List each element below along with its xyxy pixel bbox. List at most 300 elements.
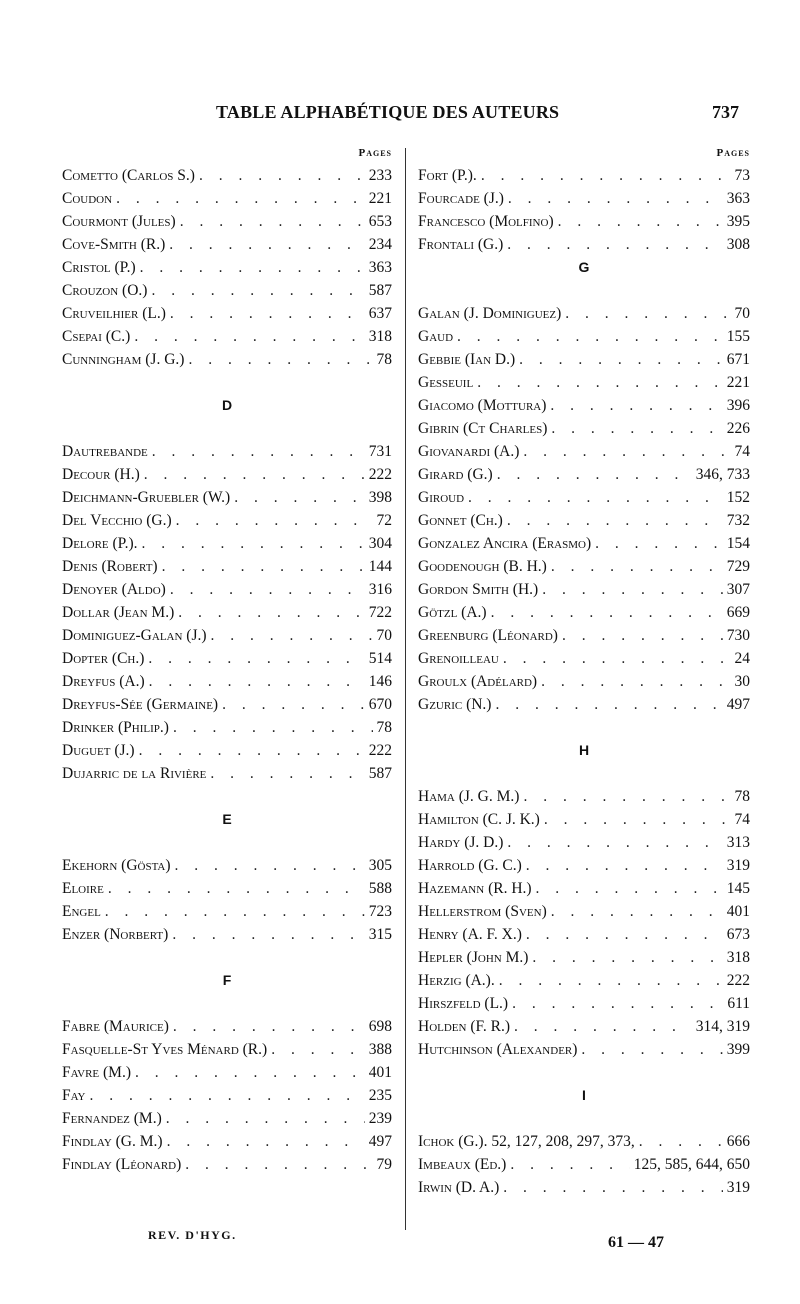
index-entry — [62, 1061, 392, 1084]
section-letter-heading: E — [222, 811, 232, 827]
dot-leader — [551, 417, 722, 440]
dot-leader — [558, 210, 723, 233]
dot-leader — [508, 187, 723, 210]
author-name: Del Vecchio (G.) — [62, 512, 172, 529]
page-reference: 319 — [726, 1179, 750, 1196]
dot-leader — [550, 394, 722, 417]
page-reference: 78 — [376, 719, 392, 736]
page-reference: 314, 319 — [695, 1018, 750, 1035]
index-entry — [418, 900, 750, 923]
dot-leader — [536, 877, 723, 900]
dot-leader — [526, 923, 723, 946]
index-entry — [418, 348, 750, 371]
page-reference: 673 — [726, 926, 750, 943]
dot-leader — [108, 877, 365, 900]
dot-leader — [639, 1130, 723, 1153]
page-reference: 125, 585, 644, 650 — [633, 1156, 750, 1173]
page-reference: 30 — [734, 673, 750, 690]
page-reference: 399 — [726, 1041, 750, 1058]
page-reference: 318 — [726, 949, 750, 966]
dot-leader — [503, 647, 731, 670]
dot-leader — [166, 1107, 365, 1130]
page-reference: 70 — [734, 305, 750, 322]
author-name: Fabre (Maurice) — [62, 1018, 169, 1035]
page-reference: 401 — [726, 903, 750, 920]
page-reference: 363 — [368, 259, 392, 276]
spacer — [62, 992, 392, 1015]
author-name: Gibrin (Ct Charles) — [418, 420, 548, 437]
dot-leader — [544, 808, 731, 831]
index-entry — [418, 164, 750, 187]
page-reference: 398 — [368, 489, 392, 506]
author-name: Götzl (A.) — [418, 604, 487, 621]
spacer — [62, 417, 392, 440]
dot-leader — [507, 233, 722, 256]
page-reference: 145 — [726, 880, 750, 897]
author-name: Courmont (Jules) — [62, 213, 176, 230]
spacer — [62, 371, 392, 394]
dot-leader — [169, 233, 365, 256]
index-entry — [62, 1130, 392, 1153]
page-reference: 78 — [376, 351, 392, 368]
spacer — [62, 831, 392, 854]
author-name: Dominiguez-Galan (J.) — [62, 627, 207, 644]
dot-leader — [512, 992, 723, 1015]
author-name: Ekehorn (Gösta) — [62, 857, 171, 874]
author-name: Holden (F. R.) — [418, 1018, 511, 1035]
dot-leader — [144, 463, 365, 486]
dot-leader — [210, 762, 364, 785]
page-reference: 154 — [726, 535, 750, 552]
author-name: Grenoilleau — [418, 650, 499, 667]
index-entry — [418, 946, 750, 969]
dot-leader — [90, 1084, 365, 1107]
index-entry — [62, 463, 392, 486]
index-entry — [62, 601, 392, 624]
index-entry — [418, 1015, 750, 1038]
author-name: Giacomo (Mottura) — [418, 397, 547, 414]
dot-leader — [140, 256, 365, 279]
index-entry — [418, 555, 750, 578]
author-name: Hama (J. G. M.) — [418, 788, 520, 805]
index-entry — [418, 624, 750, 647]
author-name: Coudon — [62, 190, 113, 207]
dot-leader — [176, 509, 373, 532]
index-entry — [418, 486, 750, 509]
index-entry — [62, 923, 392, 946]
index-entry — [418, 463, 750, 486]
dot-leader — [565, 302, 730, 325]
author-name: Ichok (G.). 52, 127, 208, 297, 373, — [418, 1133, 635, 1150]
index-entry — [418, 325, 750, 348]
dot-leader — [172, 923, 364, 946]
dot-leader — [541, 670, 730, 693]
author-name: Enzer (Norbert) — [62, 926, 169, 943]
author-name: Fourcade (J.) — [418, 190, 504, 207]
index-entry — [418, 693, 750, 716]
author-name: Cristol (P.) — [62, 259, 136, 276]
author-name: Dollar (Jean M.) — [62, 604, 175, 621]
author-name: Dreyfus (A.) — [62, 673, 145, 690]
page-reference: 239 — [368, 1110, 392, 1127]
author-name: Csepai (C.) — [62, 328, 131, 345]
page-reference: 308 — [726, 236, 750, 253]
dot-leader — [173, 716, 373, 739]
page-reference: 315 — [368, 926, 392, 943]
author-name: Harrold (G. C.) — [418, 857, 522, 874]
page-number: 737 — [712, 102, 739, 122]
index-entry — [62, 279, 392, 302]
page-title: TABLE ALPHABÉTIQUE DES AUTEURS — [216, 102, 560, 122]
page-reference: 74 — [734, 443, 750, 460]
dot-leader — [178, 601, 365, 624]
page-reference: 729 — [726, 558, 750, 575]
index-entry — [62, 578, 392, 601]
dot-leader — [139, 739, 365, 762]
index-entry — [62, 716, 392, 739]
page-reference: 79 — [376, 1156, 392, 1173]
page-reference: 730 — [726, 627, 750, 644]
author-name: Denoyer (Aldo) — [62, 581, 166, 598]
index-entry — [62, 233, 392, 256]
index-entry — [418, 1130, 750, 1153]
author-name: Delore (P.). — [62, 535, 138, 552]
pages-column-header: Pages — [716, 147, 750, 159]
author-name: Dreyfus-Sée (Germaine) — [62, 696, 219, 713]
dot-leader — [532, 946, 722, 969]
author-name: Duguet (J.) — [62, 742, 135, 759]
index-entry — [62, 1084, 392, 1107]
dot-leader — [497, 463, 692, 486]
author-name: Gzuric (N.) — [418, 696, 492, 713]
author-name: Gaud — [418, 328, 454, 345]
author-name: Drinker (Philip.) — [62, 719, 169, 736]
author-name: Fernandez (M.) — [62, 1110, 162, 1127]
dot-leader — [170, 578, 365, 601]
page-reference: 588 — [368, 880, 392, 897]
page-reference: 722 — [368, 604, 392, 621]
dot-leader — [468, 486, 723, 509]
index-entry — [62, 739, 392, 762]
dot-leader — [503, 1176, 723, 1199]
author-name: Hirszfeld (L.) — [418, 995, 509, 1012]
page-reference: 732 — [726, 512, 750, 529]
page-reference: 587 — [368, 282, 392, 299]
author-name: Galan (J. Dominiguez) — [418, 305, 562, 322]
author-name: Gordon Smith (H.) — [418, 581, 539, 598]
dot-leader — [173, 1015, 365, 1038]
index-entry — [62, 325, 392, 348]
index-entry — [418, 1176, 750, 1199]
index-entry — [62, 440, 392, 463]
author-name: Henry (A. F. X.) — [418, 926, 522, 943]
index-entry — [62, 164, 392, 187]
author-name: Gebbie (Ian D.) — [418, 351, 516, 368]
dot-leader — [523, 440, 730, 463]
index-entry — [62, 1107, 392, 1130]
author-name: Eloire — [62, 880, 104, 897]
page-reference: 304 — [368, 535, 392, 552]
page-reference: 144 — [368, 558, 392, 575]
index-entry — [418, 831, 750, 854]
section-letter-heading: G — [578, 259, 590, 275]
index-entry — [62, 693, 392, 716]
author-name: Giroud — [418, 489, 465, 506]
index-entry — [62, 532, 392, 555]
dot-leader — [135, 1061, 365, 1084]
page-reference: 346, 733 — [695, 466, 750, 483]
author-name: Engel — [62, 903, 101, 920]
dot-leader — [481, 164, 731, 187]
dot-leader — [581, 1038, 722, 1061]
index-entry — [418, 440, 750, 463]
author-name: Frontali (G.) — [418, 236, 504, 253]
page-reference: 388 — [368, 1041, 392, 1058]
page-reference: 401 — [368, 1064, 392, 1081]
index-entry — [62, 854, 392, 877]
dot-leader — [185, 1153, 372, 1176]
dot-leader — [152, 440, 365, 463]
dot-leader — [149, 670, 365, 693]
dot-leader — [595, 532, 723, 555]
author-name: Dautrebande — [62, 443, 148, 460]
index-entry — [418, 992, 750, 1015]
right-column — [418, 143, 750, 1199]
dot-leader — [148, 647, 364, 670]
dot-leader — [491, 601, 723, 624]
author-name: Denis (Robert) — [62, 558, 158, 575]
index-entry — [62, 1015, 392, 1038]
dot-leader — [222, 693, 365, 716]
author-name: Goodenough (B. H.) — [418, 558, 547, 575]
author-name: Favre (M.) — [62, 1064, 132, 1081]
index-entry — [418, 233, 750, 256]
author-name: Fort (P.). — [418, 167, 477, 184]
dot-leader — [234, 486, 365, 509]
index-entry — [62, 762, 392, 785]
dot-leader — [211, 624, 373, 647]
spacer — [418, 1107, 750, 1130]
page-reference: 222 — [368, 466, 392, 483]
dot-leader — [141, 532, 364, 555]
page-reference: 152 — [726, 489, 750, 506]
index-entry — [62, 486, 392, 509]
page-reference: 497 — [368, 1133, 392, 1150]
dot-leader — [510, 1153, 629, 1176]
author-name: Dopter (Ch.) — [62, 650, 145, 667]
section-letter-heading: F — [222, 972, 232, 988]
dot-leader — [562, 624, 723, 647]
author-name: Gonnet (Ch.) — [418, 512, 503, 529]
page-reference: 222 — [726, 972, 750, 989]
page-reference: 669 — [726, 604, 750, 621]
author-name: Herzig (A.). — [418, 972, 495, 989]
index-entry — [62, 187, 392, 210]
page-reference: 698 — [368, 1018, 392, 1035]
index-entry — [418, 371, 750, 394]
spacer — [62, 785, 392, 808]
author-name: Deichmann-Gruebler (W.) — [62, 489, 231, 506]
index-entry — [418, 923, 750, 946]
index-entry — [418, 1038, 750, 1061]
dot-leader — [167, 1130, 365, 1153]
index-entry — [62, 670, 392, 693]
author-name: Findlay (Léonard) — [62, 1156, 182, 1173]
page-reference: 319 — [726, 857, 750, 874]
author-name: Findlay (G. M.) — [62, 1133, 163, 1150]
index-entry — [62, 348, 392, 371]
author-name: Hardy (J. D.) — [418, 834, 504, 851]
author-name: Hazemann (R. H.) — [418, 880, 532, 897]
page-reference: 222 — [368, 742, 392, 759]
author-name: Cometto (Carlos S.) — [62, 167, 195, 184]
author-name: Francesco (Molfino) — [418, 213, 554, 230]
index-entry — [62, 624, 392, 647]
spacer — [418, 762, 750, 785]
dot-leader — [188, 348, 372, 371]
author-name: Hamilton (C. J. K.) — [418, 811, 540, 828]
index-entry — [418, 302, 750, 325]
index-entry — [418, 877, 750, 900]
author-name: Irwin (D. A.) — [418, 1179, 500, 1196]
dot-leader — [542, 578, 723, 601]
author-name: Cruveilhier (L.) — [62, 305, 166, 322]
index-entry — [62, 900, 392, 923]
page-reference: 234 — [368, 236, 392, 253]
author-name: Groulx (Adélard) — [418, 673, 538, 690]
dot-leader — [199, 164, 365, 187]
pages-column-header: Pages — [358, 147, 392, 159]
author-name: Imbeaux (Ed.) — [418, 1156, 507, 1173]
author-name: Dujarric de la Rivière — [62, 765, 207, 782]
index-entry — [62, 1038, 392, 1061]
author-name: Gesseuil — [418, 374, 474, 391]
page-reference: 78 — [734, 788, 750, 805]
index-entry — [62, 256, 392, 279]
author-name: Crouzon (O.) — [62, 282, 148, 299]
page-reference: 611 — [727, 995, 750, 1012]
page-reference: 235 — [368, 1087, 392, 1104]
author-name: Hepler (John M.) — [418, 949, 529, 966]
dot-leader — [551, 555, 723, 578]
page-reference: 24 — [734, 650, 750, 667]
page-reference: 221 — [726, 374, 750, 391]
index-entry — [418, 601, 750, 624]
author-name: Giovanardi (A.) — [418, 443, 520, 460]
spacer — [418, 716, 750, 739]
index-entry — [418, 417, 750, 440]
author-name: Hellerstrom (Sven) — [418, 903, 547, 920]
index-entry — [418, 210, 750, 233]
page-reference: 637 — [368, 305, 392, 322]
dot-leader — [495, 693, 722, 716]
page-reference: 395 — [726, 213, 750, 230]
dot-leader — [507, 831, 722, 854]
left-column — [62, 143, 392, 1176]
index-entry — [418, 509, 750, 532]
author-name: Fasquelle-St Yves Ménard (R.) — [62, 1041, 268, 1058]
footer-journal-abbrev: REV. D'HYG. — [148, 1228, 237, 1242]
index-entry — [418, 394, 750, 417]
author-name: Gonzalez Ancira (Erasmo) — [418, 535, 592, 552]
dot-leader — [507, 509, 723, 532]
footer-signature-mark: 61 — 47 — [608, 1234, 664, 1251]
page-reference: 221 — [368, 190, 392, 207]
dot-leader — [151, 279, 364, 302]
page-reference: 73 — [734, 167, 750, 184]
section-letter-heading: H — [578, 742, 590, 758]
index-entry — [418, 785, 750, 808]
page-reference: 305 — [368, 857, 392, 874]
index-entry — [418, 969, 750, 992]
page-reference: 587 — [368, 765, 392, 782]
index-entry — [418, 647, 750, 670]
page-reference: 723 — [368, 903, 392, 920]
dot-leader — [514, 1015, 692, 1038]
dot-leader — [523, 785, 730, 808]
index-entry — [418, 578, 750, 601]
author-name: Cove-Smith (R.) — [62, 236, 166, 253]
dot-leader — [162, 555, 365, 578]
page-reference: 318 — [368, 328, 392, 345]
page-reference: 666 — [726, 1133, 750, 1150]
spacer — [418, 1061, 750, 1084]
index-entry — [418, 808, 750, 831]
index-entry — [62, 302, 392, 325]
spacer — [418, 279, 750, 302]
index-entry — [62, 1153, 392, 1176]
dot-leader — [105, 900, 365, 923]
page-reference: 155 — [726, 328, 750, 345]
index-entry — [62, 210, 392, 233]
author-name: Cunningham (J. G.) — [62, 351, 185, 368]
dot-leader — [477, 371, 723, 394]
index-entry — [62, 555, 392, 578]
dot-leader — [526, 854, 723, 877]
dot-leader — [499, 969, 723, 992]
spacer — [62, 946, 392, 969]
author-name: Fay — [62, 1087, 86, 1104]
index-entry — [418, 1153, 750, 1176]
page-reference: 514 — [368, 650, 392, 667]
column-divider — [405, 148, 406, 1230]
page-reference: 731 — [368, 443, 392, 460]
dot-leader — [170, 302, 365, 325]
page-reference: 233 — [368, 167, 392, 184]
dot-leader — [175, 854, 365, 877]
dot-leader — [116, 187, 365, 210]
page-reference: 497 — [726, 696, 750, 713]
dot-leader — [134, 325, 364, 348]
index-entry — [418, 187, 750, 210]
dot-leader — [271, 1038, 365, 1061]
index-entry — [62, 647, 392, 670]
dot-leader — [180, 210, 365, 233]
page-reference: 670 — [368, 696, 392, 713]
page-reference: 316 — [368, 581, 392, 598]
dot-leader — [457, 325, 723, 348]
index-entry — [62, 877, 392, 900]
index-entry — [62, 509, 392, 532]
author-name: Greenburg (Léonard) — [418, 627, 558, 644]
page-reference: 313 — [726, 834, 750, 851]
section-letter-heading: I — [582, 1087, 586, 1103]
page-reference: 72 — [376, 512, 392, 529]
page-reference: 70 — [376, 627, 392, 644]
page-reference: 653 — [368, 213, 392, 230]
page-reference: 307 — [726, 581, 750, 598]
dot-leader — [551, 900, 723, 923]
